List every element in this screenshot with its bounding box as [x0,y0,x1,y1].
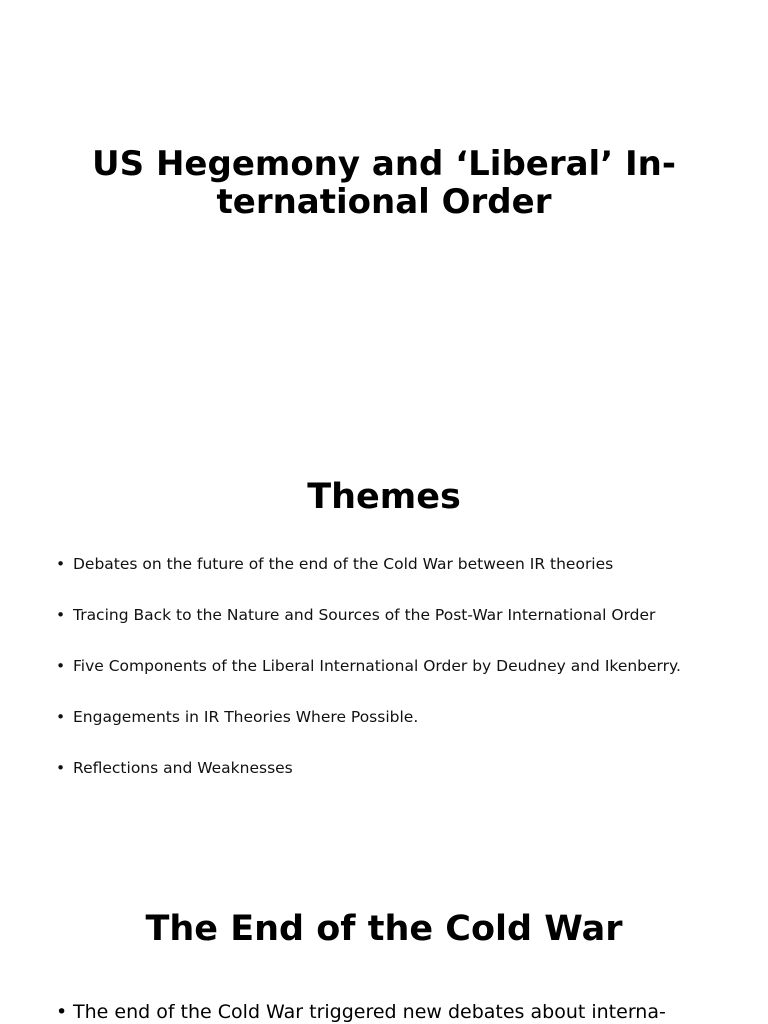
slide-title [60,145,708,221]
bullet-text: Tracing Back to the Nature and Sources of the Post-War International Order [73,606,656,624]
bullet-text: Engagements in IR Theories Where Possible. [73,708,419,726]
list-item [56,1000,736,1024]
list-item [56,656,736,676]
slide-end-of-cold-war [0,850,768,1024]
bullet-text: Debates on the future of the end of the Cold War between IR theories [73,555,614,573]
bullet-text: The end of the Cold War triggered new debates about interna- [73,1001,666,1023]
bullet-list [56,1000,736,1024]
bullet-icon: • [56,606,66,624]
list-item [56,605,736,625]
bullet-text: Reflections and Weaknesses [73,759,293,777]
bullet-list [56,554,736,809]
bullet-icon: • [56,657,66,675]
list-item [56,707,736,727]
bullet-text: Five Components of the Liberal International Order by Deudney and Ikenberry. [73,657,681,675]
slide-themes [0,410,768,850]
slide-heading: Themes [307,477,461,517]
slide-heading: The End of the Cold War [145,909,623,949]
list-item [56,554,736,574]
slide-title-page [0,0,768,410]
bullet-icon: • [56,1001,68,1023]
bullet-icon: • [56,759,66,777]
slide-title-line-1: US Hegemony and ‘Liberal’ In- [92,144,676,184]
list-item [56,758,736,778]
bullet-icon: • [56,555,66,573]
bullet-icon: • [56,708,66,726]
slide-title-line-2: ternational Order [216,182,552,222]
